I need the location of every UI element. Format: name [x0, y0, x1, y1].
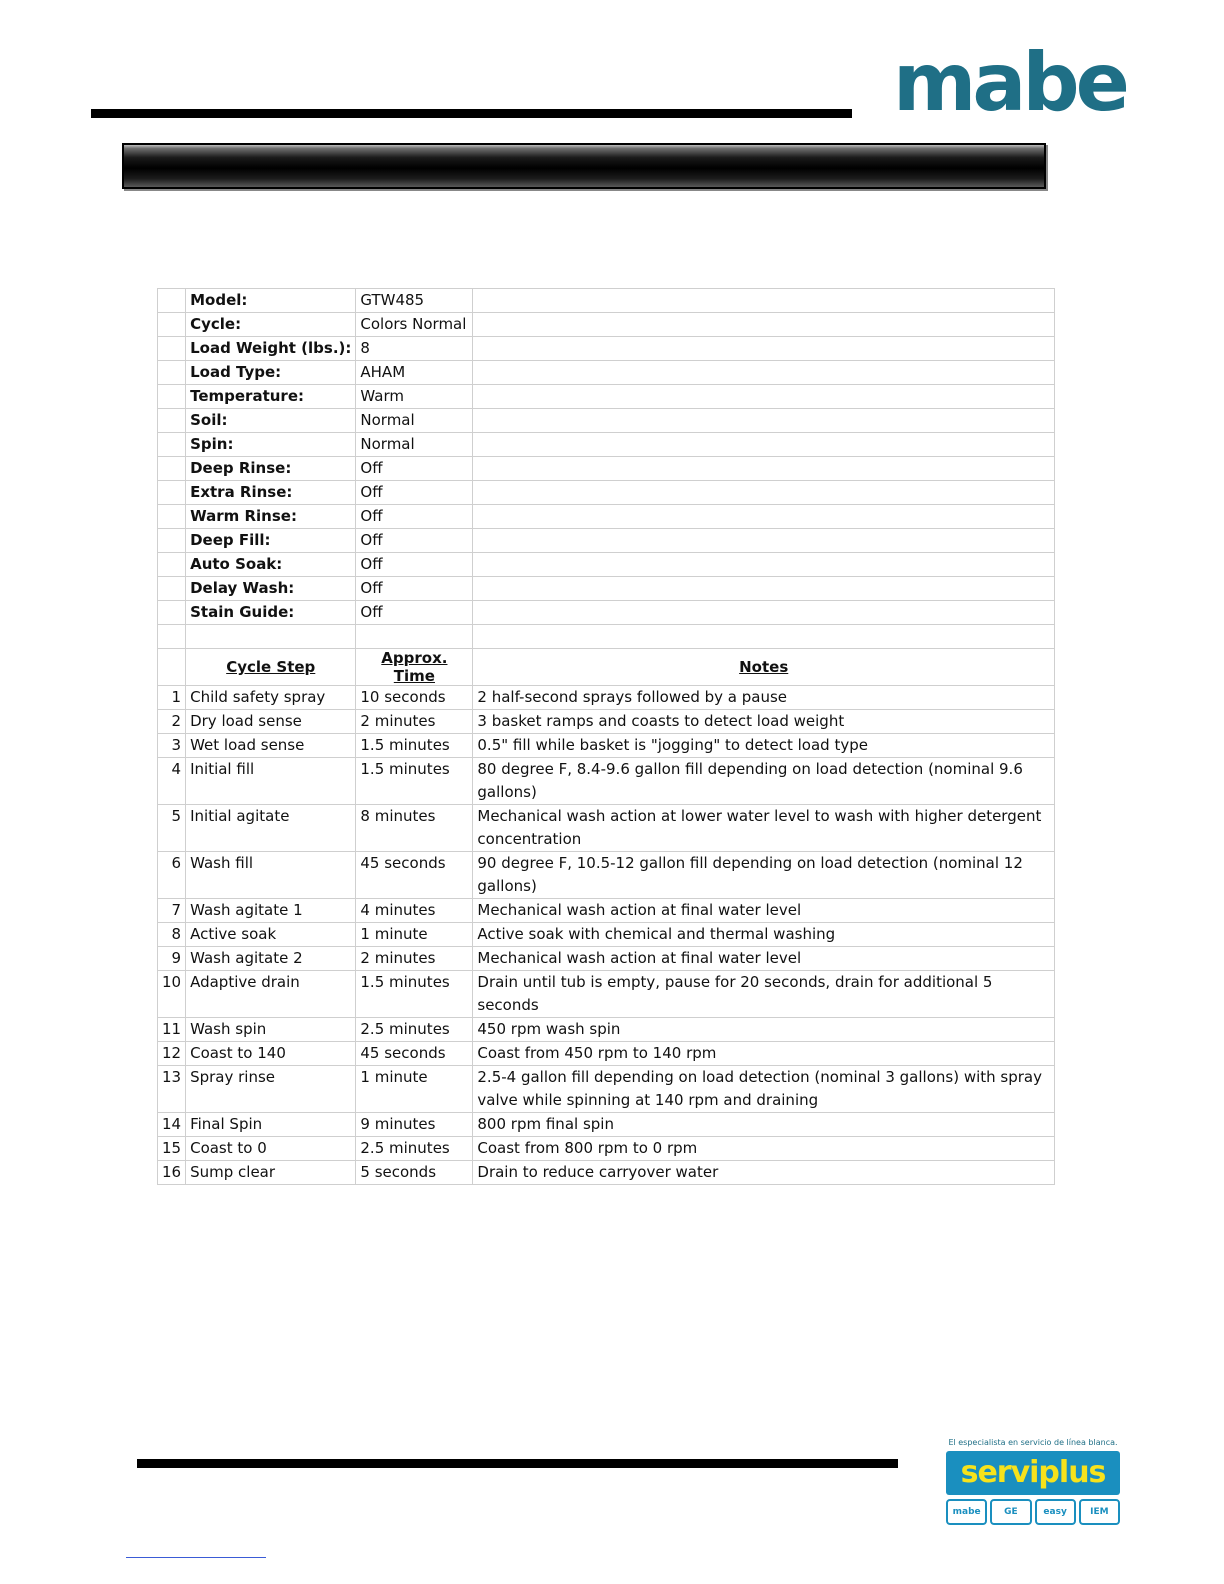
spec-label: Deep Rinse:	[186, 457, 356, 481]
step-time: 2 minutes	[356, 710, 473, 734]
mabe-logo: mabe	[893, 36, 1126, 129]
cycle-step-header: Cycle Step	[186, 649, 356, 686]
step-name: Active soak	[186, 923, 356, 947]
step-name: Spray rinse	[186, 1066, 356, 1113]
step-row	[158, 1066, 1055, 1113]
spec-label: Delay Wash:	[186, 577, 356, 601]
spec-row	[158, 481, 1055, 505]
step-number: 11	[158, 1018, 186, 1042]
spec-value: Normal	[356, 433, 473, 457]
step-row	[158, 1161, 1055, 1185]
notes-header: Notes	[473, 649, 1055, 686]
step-row	[158, 1042, 1055, 1066]
step-number: 10	[158, 971, 186, 1018]
spec-label: Cycle:	[186, 313, 356, 337]
spec-label: Load Weight (lbs.):	[186, 337, 356, 361]
approx-time-header: Approx. Time	[356, 649, 473, 686]
step-notes: Mechanical wash action at lower water level to wash with higher detergent concentration	[473, 805, 1055, 852]
step-number: 1	[158, 686, 186, 710]
footer-link-underline[interactable]	[126, 1557, 266, 1558]
spec-row	[158, 433, 1055, 457]
steps-header-row	[158, 649, 1055, 686]
spec-row	[158, 601, 1055, 625]
step-row	[158, 899, 1055, 923]
spacer-row	[158, 625, 1055, 649]
spec-value: Off	[356, 577, 473, 601]
spec-value: Off	[356, 601, 473, 625]
step-row	[158, 734, 1055, 758]
spec-label: Temperature:	[186, 385, 356, 409]
spec-value: Warm	[356, 385, 473, 409]
spec-row	[158, 361, 1055, 385]
step-name: Child safety spray	[186, 686, 356, 710]
step-time: 8 minutes	[356, 805, 473, 852]
step-notes: Active soak with chemical and thermal washing	[473, 923, 1055, 947]
step-time: 9 minutes	[356, 1113, 473, 1137]
serviplus-tagline: El especialista en servicio de línea blanca.	[948, 1438, 1118, 1447]
step-number: 3	[158, 734, 186, 758]
spec-value: GTW485	[356, 289, 473, 313]
step-name: Final Spin	[186, 1113, 356, 1137]
step-number: 4	[158, 758, 186, 805]
step-time: 2 minutes	[356, 947, 473, 971]
step-name: Coast to 0	[186, 1137, 356, 1161]
spec-label: Model:	[186, 289, 356, 313]
title-bar	[122, 143, 1046, 189]
step-time: 1.5 minutes	[356, 758, 473, 805]
header-rule	[91, 109, 852, 118]
spacer-section	[158, 625, 1055, 686]
step-notes: Coast from 450 rpm to 140 rpm	[473, 1042, 1055, 1066]
step-time: 1.5 minutes	[356, 734, 473, 758]
step-notes: 3 basket ramps and coasts to detect load weight	[473, 710, 1055, 734]
spec-value: Off	[356, 505, 473, 529]
step-notes: 2 half-second sprays followed by a pause	[473, 686, 1055, 710]
spec-value: Off	[356, 553, 473, 577]
spec-label: Load Type:	[186, 361, 356, 385]
step-number: 9	[158, 947, 186, 971]
step-row	[158, 686, 1055, 710]
step-notes: 0.5" fill while basket is "jogging" to detect load type	[473, 734, 1055, 758]
step-name: Dry load sense	[186, 710, 356, 734]
step-name: Coast to 140	[186, 1042, 356, 1066]
step-number: 5	[158, 805, 186, 852]
step-number: 7	[158, 899, 186, 923]
step-time: 5 seconds	[356, 1161, 473, 1185]
step-row	[158, 852, 1055, 899]
step-name: Wet load sense	[186, 734, 356, 758]
step-notes: 2.5-4 gallon fill depending on load detection (nominal 3 gallons) with spray valve while spinning at 140 rpm and draining	[473, 1066, 1055, 1113]
step-number: 13	[158, 1066, 186, 1113]
step-notes: 90 degree F, 10.5-12 gallon fill depending on load detection (nominal 12 gallons)	[473, 852, 1055, 899]
spec-value: AHAM	[356, 361, 473, 385]
step-notes: Mechanical wash action at final water level	[473, 899, 1055, 923]
step-number: 6	[158, 852, 186, 899]
step-number: 15	[158, 1137, 186, 1161]
step-notes: Mechanical wash action at final water level	[473, 947, 1055, 971]
step-notes: 80 degree F, 8.4-9.6 gallon fill depending on load detection (nominal 9.6 gallons)	[473, 758, 1055, 805]
spec-value: Normal	[356, 409, 473, 433]
spec-label: Deep Fill:	[186, 529, 356, 553]
step-name: Wash agitate 1	[186, 899, 356, 923]
brand-badge: easy	[1035, 1499, 1076, 1525]
spec-row	[158, 385, 1055, 409]
step-row	[158, 1113, 1055, 1137]
step-row	[158, 971, 1055, 1018]
step-row	[158, 758, 1055, 805]
step-notes: Coast from 800 rpm to 0 rpm	[473, 1137, 1055, 1161]
brand-badge: IEM	[1079, 1499, 1120, 1525]
spec-row	[158, 289, 1055, 313]
spec-row	[158, 337, 1055, 361]
step-time: 2.5 minutes	[356, 1137, 473, 1161]
spec-row	[158, 577, 1055, 601]
step-row	[158, 1018, 1055, 1042]
spec-label: Soil:	[186, 409, 356, 433]
spec-row	[158, 457, 1055, 481]
cycle-table	[157, 288, 1055, 1185]
step-time: 1.5 minutes	[356, 971, 473, 1018]
step-time: 1 minute	[356, 923, 473, 947]
step-time: 45 seconds	[356, 852, 473, 899]
spec-value: Off	[356, 481, 473, 505]
step-row	[158, 923, 1055, 947]
serviplus-brands	[946, 1499, 1120, 1525]
step-time: 10 seconds	[356, 686, 473, 710]
serviplus-wordmark: serviplus	[946, 1451, 1120, 1495]
step-row	[158, 710, 1055, 734]
spec-section	[158, 289, 1055, 625]
spec-row	[158, 553, 1055, 577]
step-notes: Drain until tub is empty, pause for 20 seconds, drain for additional 5 seconds	[473, 971, 1055, 1018]
spec-label: Warm Rinse:	[186, 505, 356, 529]
step-number: 2	[158, 710, 186, 734]
step-notes: 450 rpm wash spin	[473, 1018, 1055, 1042]
spec-label: Auto Soak:	[186, 553, 356, 577]
step-time: 1 minute	[356, 1066, 473, 1113]
spec-value: Off	[356, 529, 473, 553]
step-name: Initial agitate	[186, 805, 356, 852]
step-name: Adaptive drain	[186, 971, 356, 1018]
brand-badge: mabe	[946, 1499, 987, 1525]
step-notes: 800 rpm final spin	[473, 1113, 1055, 1137]
spec-value: Off	[356, 457, 473, 481]
step-number: 16	[158, 1161, 186, 1185]
spec-value: 8	[356, 337, 473, 361]
spec-label: Stain Guide:	[186, 601, 356, 625]
step-name: Initial fill	[186, 758, 356, 805]
spec-label: Spin:	[186, 433, 356, 457]
spec-row	[158, 529, 1055, 553]
step-name: Wash fill	[186, 852, 356, 899]
step-name: Sump clear	[186, 1161, 356, 1185]
step-time: 2.5 minutes	[356, 1018, 473, 1042]
footer-rule	[137, 1459, 898, 1468]
step-name: Wash spin	[186, 1018, 356, 1042]
step-notes: Drain to reduce carryover water	[473, 1161, 1055, 1185]
step-number: 14	[158, 1113, 186, 1137]
step-number: 12	[158, 1042, 186, 1066]
step-row	[158, 1137, 1055, 1161]
steps-section	[158, 686, 1055, 1185]
step-time: 4 minutes	[356, 899, 473, 923]
brand-badge: GE	[990, 1499, 1031, 1525]
spec-value: Colors Normal	[356, 313, 473, 337]
spec-label: Extra Rinse:	[186, 481, 356, 505]
spec-row	[158, 505, 1055, 529]
step-row	[158, 805, 1055, 852]
step-name: Wash agitate 2	[186, 947, 356, 971]
serviplus-logo	[946, 1437, 1120, 1527]
spec-row	[158, 409, 1055, 433]
step-number: 8	[158, 923, 186, 947]
spec-row	[158, 313, 1055, 337]
step-time: 45 seconds	[356, 1042, 473, 1066]
step-row	[158, 947, 1055, 971]
